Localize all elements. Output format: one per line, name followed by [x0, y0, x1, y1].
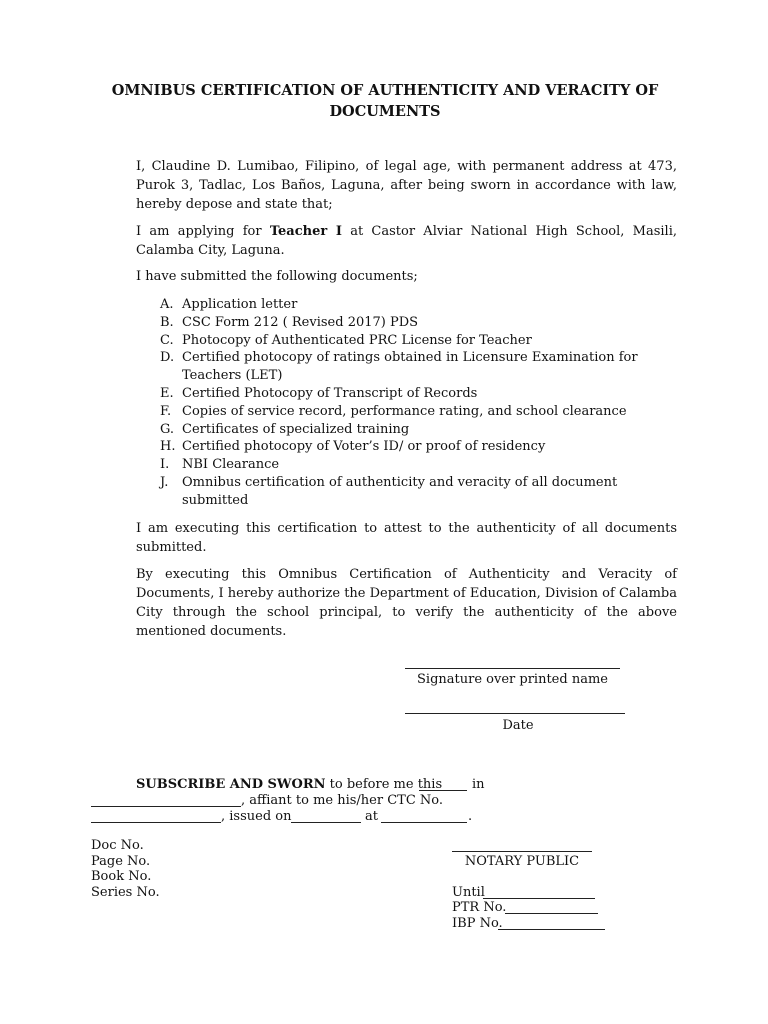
- notary-public-label: NOTARY PUBLIC: [464, 854, 580, 869]
- list-item-letter: G.: [160, 421, 175, 437]
- submitted-intro: I have submitted the following documents;: [136, 269, 418, 284]
- list-item: [160, 403, 680, 421]
- intro-text: I, Claudine D. Lumibao, Filipino, of legal age, with permanent address at 473, Purok 3, Tadlac, Los Baños, Laguna, after being sworn in accordance with law, hereby depose and state that;: [136, 159, 677, 212]
- list-item: [160, 421, 680, 439]
- ibp-line: [498, 929, 605, 930]
- list-item-letter: B.: [160, 314, 174, 330]
- date-label: Date: [502, 718, 534, 733]
- sworn-line-1: [136, 777, 442, 793]
- sworn-at-text: at: [365, 809, 378, 824]
- sworn-end: .: [468, 809, 473, 824]
- list-item-text: Certified Photocopy of Transcript of Records: [182, 385, 478, 401]
- list-item-text: Certificates of specialized training: [182, 421, 410, 437]
- applying-suffix: at Castor Alviar National High School, Masili, Calamba City, Laguna.: [136, 224, 677, 258]
- date-line: [405, 713, 625, 714]
- ibp-label: IBP No.: [452, 916, 503, 931]
- list-item: [160, 349, 680, 385]
- list-item: [160, 332, 680, 350]
- list-item-text: Copies of service record, performance rating, and school clearance: [182, 403, 627, 419]
- list-item-text: Omnibus certification of authenticity and veracity of all document submitted: [182, 474, 618, 508]
- list-item: [160, 296, 680, 314]
- applying-position: Teacher I: [269, 224, 342, 239]
- until-line: [483, 898, 595, 899]
- applying-paragraph: [136, 222, 677, 260]
- list-item: [160, 456, 680, 474]
- list-item-letter: E.: [160, 385, 174, 401]
- documents-list: [160, 296, 680, 510]
- signature-label: Signature over printed name: [417, 672, 608, 687]
- list-item-letter: F.: [160, 403, 172, 419]
- ptr-line: [505, 913, 598, 914]
- list-item-text: Application letter: [182, 297, 298, 312]
- signature-line: [405, 668, 620, 669]
- notary-signature-line: [452, 851, 592, 852]
- series-no-label: Series No.: [91, 885, 160, 900]
- sworn-bold: SUBSCRIBE AND SWORN: [136, 777, 326, 792]
- sworn-place-line: [91, 806, 241, 807]
- sworn-ctc-line: [91, 822, 221, 823]
- list-item: [160, 314, 680, 332]
- list-item: [160, 385, 680, 403]
- list-item-letter: D.: [160, 350, 175, 366]
- book-no-label: Book No.: [91, 869, 152, 884]
- list-item: [160, 438, 680, 456]
- applying-prefix: I am applying for: [136, 224, 270, 239]
- list-item-text: Certified photocopy of ratings obtained in Licensure Examination for Teachers (LET): [182, 350, 638, 384]
- list-item-letter: C.: [160, 332, 174, 348]
- document-title: OMNIBUS CERTIFICATION OF AUTHENTICITY AND VERACITY OF DOCUMENTS: [111, 82, 659, 120]
- executing-paragraph: I am executing this certification to attest to the authenticity of all documents submitted.: [136, 521, 677, 555]
- authorize-paragraph: By executing this Omnibus Certification of Authenticity and Veracity of Documents, I hereby authorize the Department of Education, Division of Calamba City through the school principal, to verify the authenticity of the above mentioned documents.: [136, 567, 677, 639]
- doc-no-label: Doc No.: [91, 838, 144, 853]
- until-label: Until: [452, 885, 485, 900]
- sworn-issued-line: [291, 822, 361, 823]
- list-item-letter: J.: [160, 474, 169, 490]
- sworn-issued-text: , issued on: [221, 809, 292, 824]
- sworn-text-1: to before me this: [325, 777, 443, 792]
- list-item-letter: H.: [160, 439, 176, 455]
- list-item: [160, 474, 680, 510]
- page-no-label: Page No.: [91, 854, 151, 869]
- list-item-letter: A.: [160, 297, 174, 312]
- sworn-day-line: [419, 790, 467, 791]
- sworn-in: in: [472, 777, 485, 792]
- sworn-ctc-text: , affiant to me his/her CTC No.: [241, 793, 444, 808]
- intro-paragraph: [136, 157, 677, 214]
- ptr-label: PTR No.: [452, 900, 507, 915]
- list-item-text: CSC Form 212 ( Revised 2017) PDS: [182, 314, 419, 330]
- list-item-text: Photocopy of Authenticated PRC License for Teacher: [182, 332, 532, 348]
- list-item-text: Certified photocopy of Voter’s ID/ or proof of residency: [182, 439, 546, 455]
- list-item-letter: I.: [160, 457, 170, 473]
- sworn-at-line: [381, 822, 467, 823]
- list-item-text: NBI Clearance: [182, 457, 280, 473]
